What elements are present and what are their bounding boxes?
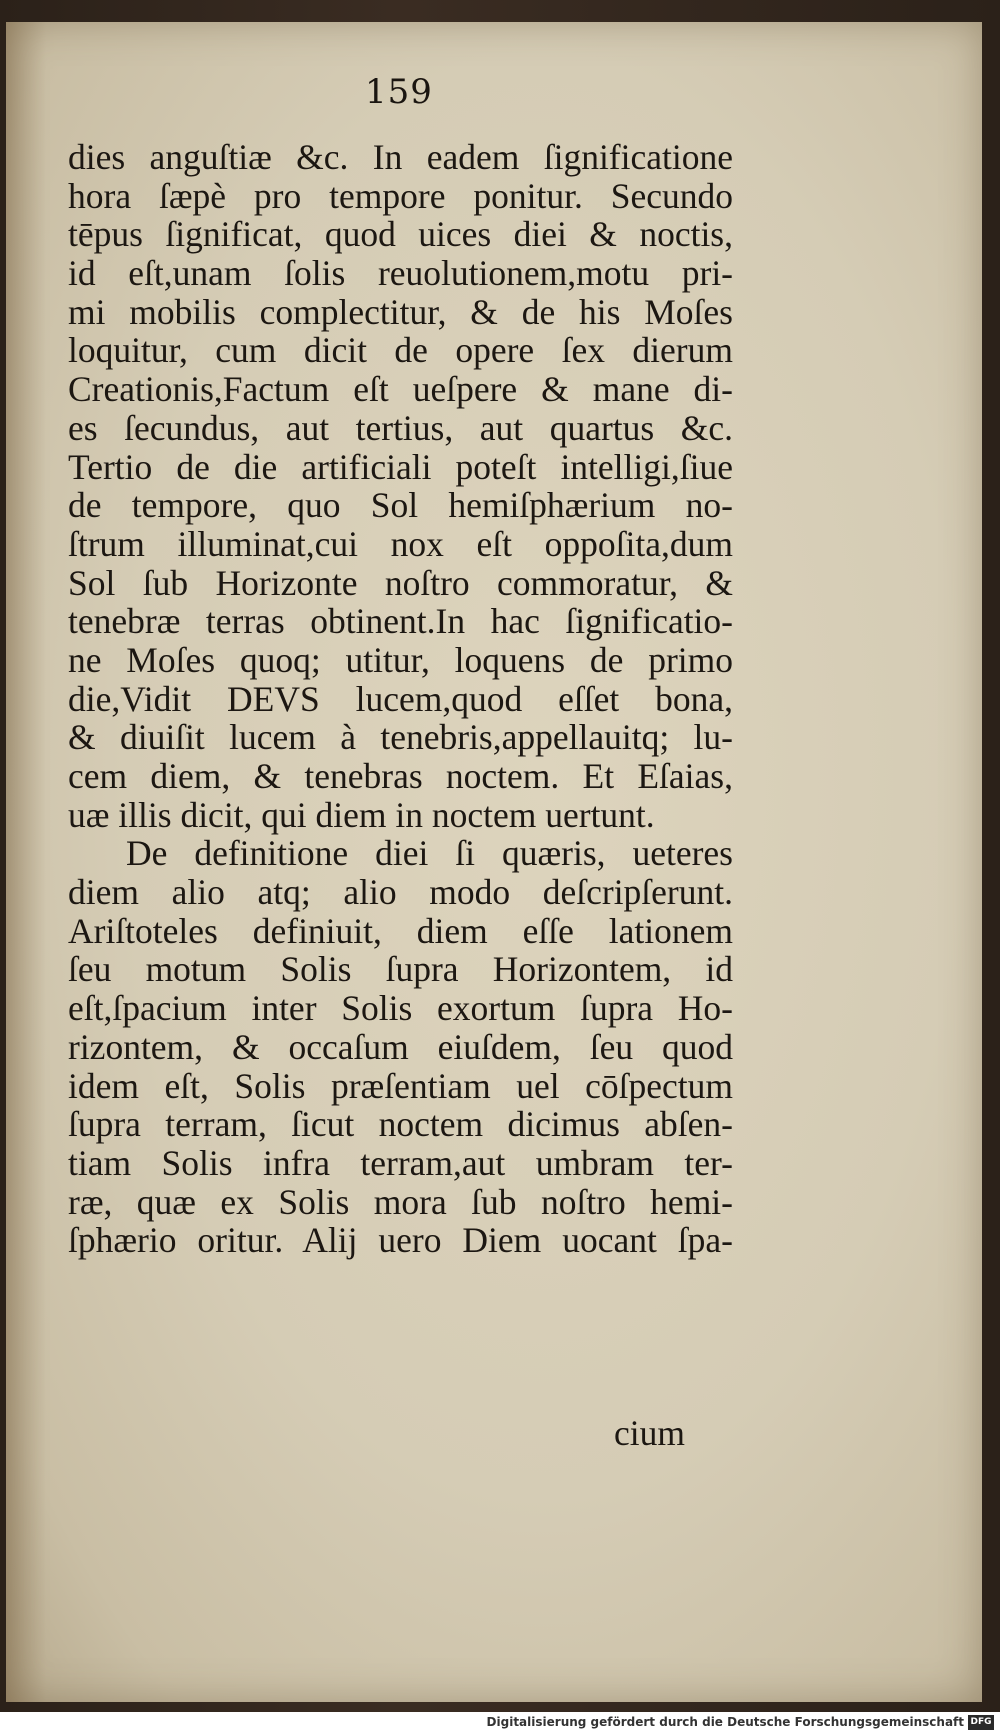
body-text	[68, 138, 733, 1260]
text-line: & diuiſit lucem à tenebris,appellauitq; lu-	[68, 717, 733, 758]
catchword: cium	[614, 1413, 685, 1453]
page-gutter-shadow	[6, 22, 46, 1702]
text-line: loquitur, cum dicit de opere ſex dierum	[68, 330, 733, 371]
text-line: diem alio atq; alio modo deſcripſerunt.	[68, 872, 733, 913]
text-line: ne Moſes quoq; utitur, loquens de primo	[68, 639, 733, 680]
text-line: rizontem, & occaſum eiuſdem, ſeu quod	[68, 1026, 733, 1067]
text-line: de tempore, quo Sol hemiſphærium no-	[68, 485, 733, 526]
text-line: Creationis,Factum eſt ueſpere & mane di-	[68, 369, 733, 410]
text-line: eſt,ſpacium inter Solis exortum ſupra Ho-	[68, 988, 733, 1029]
text-line: die,Vidit DEVS lucem,quod eſſet bona,	[68, 678, 733, 719]
text-line: dies anguſtiæ &c. In eadem ſignificatione	[68, 137, 733, 177]
text-line: Tertio de die artificiali poteſt intelligi,ſiue	[68, 446, 733, 487]
page-number: 159	[365, 72, 433, 112]
text-line: tenebræ terras obtinent.In hac ſignificatio-	[68, 601, 733, 642]
text-line: Ariſtoteles definiuit, diem eſſe lationem	[68, 910, 733, 951]
text-line: tēpus ſignificat, quod uices diei & noctis,	[68, 214, 733, 255]
text-line-indented: De definitione diei ſi quæris, ueteres	[126, 833, 733, 874]
text-line: cem diem, & tenebras noctem. Et Eſaias,	[68, 756, 733, 796]
text-line: id eſt,unam ſolis reuolutionem,motu pri-	[68, 253, 733, 294]
text-line: mi mobilis complectitur, & de his Moſes	[68, 291, 733, 332]
text-line: Sol ſub Horizonte noſtro commoratur, &	[68, 562, 733, 603]
text-line: ſeu motum Solis ſupra Horizontem, id	[68, 949, 733, 990]
text-line: ſphærio oritur. Alij uero Diem uocant ſpa-	[68, 1220, 733, 1261]
text-line: uæ illis dicit, qui diem in noctem uertunt.	[68, 794, 655, 835]
text-line: hora ſæpè pro tempore ponitur. Secundo	[68, 175, 733, 216]
dfg-logo-icon: DFG	[968, 1715, 994, 1730]
text-line: idem eſt, Solis præſentiam uel cōſpectum	[68, 1065, 733, 1106]
digitization-footer	[0, 1712, 1000, 1733]
text-line: es ſecundus, aut tertius, aut quartus &c.	[68, 407, 733, 448]
text-line: ſupra terram, ſicut noctem dicimus abſen-	[68, 1104, 733, 1145]
funding-credit: Digitalisierung gefördert durch die Deutsche Forschungsgemeinschaft	[486, 1715, 964, 1729]
text-line: ſtrum illuminat,cui nox eſt oppoſita,dum	[68, 523, 733, 564]
text-line: tiam Solis infra terram,aut umbram ter-	[68, 1142, 733, 1183]
text-line: ræ, quæ ex Solis mora ſub noſtro hemi-	[68, 1181, 733, 1222]
